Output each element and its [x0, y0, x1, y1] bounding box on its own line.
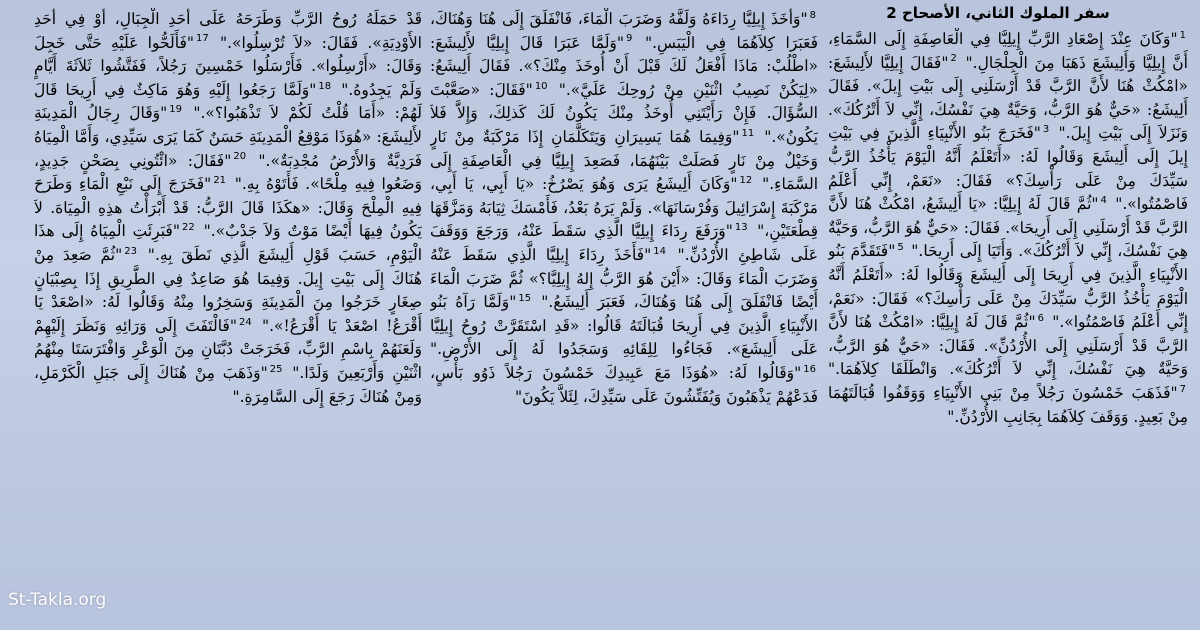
verse-text: "فَخَرَجَ إِلَى نَبْعِ الْمَاءِ وَطَرَحَ فِيهِ الْمِلْحَ وَقَالَ: «هكَذَا قَالَ الرَّبُّ: قَدْ أَبْرَأْتُ هذِهِ الْمِيَاهَ. لاَ يَكُونُ فِيهَا أَيْضًا مَوْتٌ وَلاَ جَدْبٌ».": [34, 175, 422, 241]
verse-number: 1: [1179, 29, 1186, 41]
verse-text: "فَخَرَجَ بَنُو الأَنْبِيَاءِ الَّذِينَ فِي بَيْتِ إِيلَ إِلَى أَلِيشَعَ وَقَالُوا لَهُ: «أَتَعْلَمُ أَنَّهُ الْيَوْمَ يَأْخُذُ الرَّبُّ سَيِّدَكَ مِنْ عَلَى رَأْسِكَ؟» فَقَالَ: «نَعَمْ، إِنِّي أَعْلَمُ فَاصْمُتُوا».": [828, 124, 1188, 214]
verse-number: 10: [534, 80, 548, 92]
verse-text: "وَفِيمَا هُمَا يَسِيرَانِ وَيَتَكَلَّمَانِ إِذَا مَرْكَبَةٌ مِنْ نَارٍ وَخَيْلٌ مِنْ نَارٍ فَصَلَتْ بَيْنَهُمَا، فَصَعِدَ إِيلِيَّا فِي الْعَاصِفَةِ إِلَى السَّمَاءِ.": [430, 127, 818, 194]
verse-number: 18: [318, 80, 332, 92]
verse-number: 5: [897, 242, 904, 254]
text-column-middle: [430, 8, 818, 620]
verse-text: قَدْ حَمَلَهُ رُوحُ الرَّبِّ وَطَرَحَهُ عَلَى أَحَدِ الْجِبَالِ، أَوْ فِي أَحَدِ الأَوْدِيَةِ». فَقَالَ: «لاَ تُرْسِلُوا».": [34, 10, 422, 52]
verse-text: "فَأَلَحُّوا عَلَيْهِ حَتَّى خَجِلَ وَقَالَ: «أَرْسِلُوا». فَأَرْسَلُوا خَمْسِينَ رَجُلاً، فَفَتَّشُوا ثَلاَثَةَ أَيَّامٍ وَلَمْ يَجِدُوهُ.": [34, 33, 422, 99]
verse-number: 12: [739, 175, 753, 186]
verse-text: "وَكَانَ أَلِيشَعُ يَرَى وَهُوَ يَصْرُخُ: «يَا أَبِي، يَا أَبِي، مَرْكَبَةَ إِسْرَائِيلَ وَفُرْسَانَهَا». وَلَمْ يَرَهُ بَعْدُ، فَأَمْسَكَ ثِيَابَهُ وَمَزَّقَهَا قِطْعَتَيْنِ،": [430, 175, 818, 241]
verse-number: 17: [195, 33, 209, 45]
verse-number: 9: [626, 33, 633, 45]
verse-text: "ثُمَّ صَعِدَ مِنْ هُنَاكَ إِلَى بَيْتِ إِيلَ. وَفِيمَا هُوَ صَاعِدٌ فِي الطَّرِيقِ إِذَا بِصِبْيَانٍ صِغَارٍ خَرَجُوا مِنَ الْمَدِينَةِ وَسَخِرُوا مِنْهُ وَقَالُوا لَهُ: «اصْعَدْ يَا أَقْرَعُ! اصْعَدْ يَا أَقْرَعُ!».": [34, 245, 422, 335]
verse-number: 13: [734, 222, 748, 234]
verse-text: "وَرَفَعَ رِدَاءَ إِيلِيَّا الَّذِي سَقَطَ عَنْهُ، وَرَجَعَ وَوَقَفَ عَلَى شَاطِئِ الأُرْدُنِّ.": [430, 222, 818, 264]
verse-number: 21: [213, 175, 227, 186]
verse-text: "وَأَخَذَ إِيلِيَّا رِدَاءَهُ وَلَفَّهُ وَضَرَبَ الْمَاءَ، فَانْفَلَقَ إِلَى هُنَا وَهُنَاكَ، فَعَبَرَا كِلاَهُمَا فِي الْيَبَسِ.": [430, 10, 818, 52]
verse-text: "وَقَالُوا لَهُ: «هُوَذَا مَعَ عَبِيدِكَ خَمْسُونَ رَجُلاً ذَوُو بَأْسٍ، فَدَعْهُمْ يَذْهَبُونَ وَيُفَتِّشُونَ عَلَى سَيِّدِكَ، لِئَلاَّ يَكُونَ": [430, 363, 818, 406]
verse-number: 8: [809, 9, 816, 21]
verse-number: 11: [741, 127, 755, 139]
verse-text: "وَلَمَّا رَجَعُوا إِلَيْهِ وَهُوَ مَاكِثٌ فِي أَرِيحَا قَالَ لَهُمْ: «أَمَا قُلْتُ لَكُمْ لاَ تَذْهَبُوا؟».": [34, 80, 422, 123]
verse-number: 3: [1042, 124, 1050, 136]
verse-number: 7: [1179, 383, 1186, 395]
verse-number: 23: [124, 245, 137, 257]
verse-number: 15: [518, 292, 532, 304]
verse-text: "فَأَخَذَ رِدَاءَ إِيلِيَّا الَّذِي سَقَطَ عَنْهُ وَضَرَبَ الْمَاءَ وَقَالَ: «أَيْنَ هُوَ الرَّبُّ إِلهُ إِيلِيَّا؟» ثُمَّ ضَرَبَ الْمَاءَ أَيْضًا فَانْفَلَقَ إِلَى هُنَا وَهُنَاكَ، فَعَبَرَ أَلِيشَعُ.": [430, 245, 818, 312]
verse-text: "فَقَالَ: «ائْتُونِي بِصَحْنٍ جَدِيدٍ، وَضَعُوا فِيهِ مِلْحًا». فَأَتَوْهُ بِهِ.": [34, 151, 422, 194]
verse-text: "فَذَهَبَ خَمْسُونَ رَجُلاً مِنْ بَنِي الأَنْبِيَاءِ وَوَقَفُوا قُبَالَتَهُمَا مِنْ بَعِيدٍ. وَوَقَفَ كِلاَهُمَا بِجَانِبِ الأُرْدُنِّ.": [828, 383, 1188, 426]
verse-number: 25: [269, 363, 283, 375]
verse-text: "وَذَهَبَ مِنْ هُنَاكَ إِلَى جَبَلِ الْكَرْمَلِ، وَمِنْ هُنَاكَ رَجَعَ إِلَى السَّامِرَةِ.": [34, 363, 422, 406]
text-column-left: [34, 8, 422, 620]
verse-text: "فَتَقَدَّمَ بَنُو الأَنْبِيَاءِ الَّذِينَ فِي أَرِيحَا إِلَى أَلِيشَعَ وَقَالُوا لَهُ: «أَتَعْلَمُ أَنَّهُ الْيَوْمَ يَأْخُذُ الرَّبُّ سَيِّدَكَ مِنْ عَلَى رَأْسِكَ؟» فَقَالَ: «نَعَمْ، إِنِّي أَعْلَمُ فَاصْمُتُوا».": [828, 242, 1188, 332]
site-logo-text[interactable]: St-Takla.org: [8, 590, 107, 610]
text-column-right: [828, 28, 1188, 622]
verse-number: 16: [803, 363, 816, 375]
verse-number: 22: [181, 222, 195, 234]
verse-text: "وَلَمَّا عَبَرَا قَالَ إِيلِيَّا لأَلِيشَعَ: «اطْلُبْ: مَاذَا أَفْعَلُ لَكَ قَبْلَ أَنْ أُوخَذَ مِنْكَ؟». فَقَالَ أَلِيشَعُ: «لِيَكُنْ نَصِيبُ اثْنَيْنِ مِنْ رُوحِكَ عَلَيَّ».": [430, 33, 818, 99]
verse-text: "فَالْتَفَتَ إِلَى وَرَائِهِ وَنَظَرَ إِلَيْهِمْ وَلَعَنَهُمْ بِاسْمِ الرَّبِّ، فَخَرَجَتْ دُبَّتَانِ مِنَ الْوَعْرِ وَافْتَرَسَتَا مِنْهُمُ اثْنَيْنِ وَأَرْبَعِينَ وَلَدًا.": [34, 316, 422, 382]
verse-number: 19: [169, 104, 182, 116]
verse-text: "فَقَالَ: «صَعَّبْتَ السُّؤَالَ. فَإِنْ رَأَيْتَنِي أُوخَذُ مِنْكَ يَكُونُ لَكَ كَذلِكَ، وَإِلاَّ فَلاَ يَكُونُ».": [430, 80, 818, 146]
verse-number: 24: [238, 316, 252, 328]
verse-number: 20: [233, 151, 247, 163]
verse-text: "ثُمَّ قَالَ لَهُ إِيلِيَّا: «يَا أَلِيشَعُ، امْكُثْ هُنَا لأَنَّ الرَّبَّ قَدْ أَرْسَلَنِي إِلَى أَرِيحَا». فَقَالَ: «حَيٌّ هُوَ الرَّبُّ، وَحَيَّةٌ هِيَ نَفْسُكَ، إِنِّي لاَ أَتْرُكُكَ». وَأَتَيَا إِلَى أَرِيحَا.": [828, 195, 1188, 261]
verse-number: 6: [1037, 312, 1044, 324]
verse-number: 2: [950, 53, 957, 65]
verse-text: "وَقَالَ رِجَالُ الْمَدِينَةِ لأَلِيشَعَ: «هُوَذَا مَوْقِعُ الْمَدِينَةِ حَسَنٌ كَمَا يَرَى سَيِّدِي، وَأَمَّا الْمِيَاهُ فَرَدِيَّةٌ وَالأَرْضُ مُجْدِبَةٌ».": [34, 104, 422, 170]
verse-number: 14: [653, 245, 666, 257]
verse-text: "فَقَالَ إِيلِيَّا لأَلِيشَعَ: «امْكُثْ هُنَا لأَنَّ الرَّبَّ قَدْ أَرْسَلَنِي إِلَى بَيْتِ إِيلَ». فَقَالَ أَلِيشَعُ: «حَيٌّ هُوَ الرَّبُّ، وَحَيَّةٌ هِيَ نَفْسُكَ، إِنِّي لاَ أَتْرُكُكَ». وَنَزَلاَ إِلَى بَيْتِ إِيلَ.": [828, 53, 1188, 143]
verse-number: 4: [1100, 195, 1107, 206]
verse-text: "فَبَرِئَتِ الْمِيَاهُ إِلَى هذَا الْيَوْمِ، حَسَبَ قَوْلِ أَلِيشَعَ الَّذِي نَطَقَ بِهِ.": [34, 222, 422, 264]
verse-text: "ثُمَّ قَالَ لَهُ إِيلِيَّا: «امْكُثْ هُنَا لأَنَّ الرَّبَّ قَدْ أَرْسَلَنِي إِلَى الأُرْدُنِّ». فَقَالَ: «حَيٌّ هُوَ الرَّبُّ، وَحَيَّةٌ هِيَ نَفْسُكَ، إِنِّي لاَ أَتْرُكُكَ». وَانْطَلَقَا كِلاَهُمَا.": [828, 313, 1188, 379]
chapter-title: سفر الملوك الثاني، الأصحاح 2: [886, 4, 1110, 22]
verse-text: "وَكَانَ عِنْدَ إِصْعَادِ الرَّبِّ إِيلِيَّا فِي الْعَاصِفَةِ إِلَى السَّمَاءِ، أَنَّ إِيلِيَّا وَأَلِيشَعَ ذَهَبَا مِنَ الْجِلْجَالِ.": [828, 30, 1188, 72]
verse-text: "وَلَمَّا رَآهُ بَنُو الأَنْبِيَاءِ الَّذِينَ فِي أَرِيحَا قُبَالَتَهُ قَالُوا: «قَدِ اسْتَقَرَّتْ رُوحُ إِيلِيَّا عَلَى أَلِيشَعَ». فَجَاءُوا لِلِقَائِهِ وَسَجَدُوا لَهُ إِلَى الأَرْضِ.": [430, 293, 818, 359]
